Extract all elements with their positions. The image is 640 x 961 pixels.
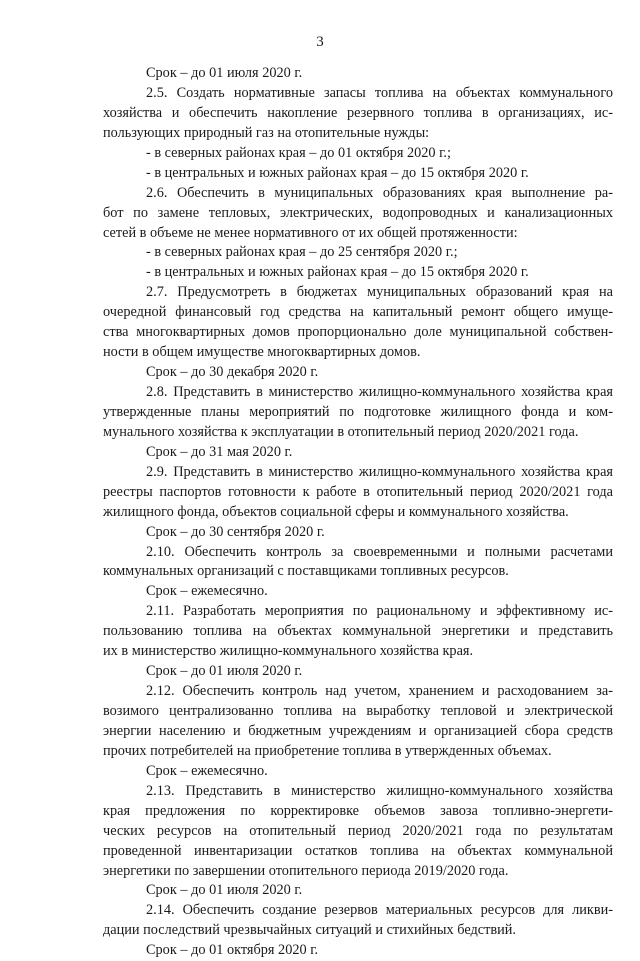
text-line: ности в общем имуществе многоквартирных домов.: [103, 344, 421, 361]
text-line: Срок – ежемесячно.: [146, 583, 268, 600]
text-line: дации последствий чрезвычайных ситуаций и стихийных бедствий.: [103, 922, 516, 939]
text-line: Срок – до 01 июля 2020 г.: [146, 663, 303, 680]
text-line: 2.8. Представить в министерство жилищно-коммунального хозяйства края: [146, 384, 613, 400]
text-line: ческих ресурсов на отопительный период 2020/2021 года по результатам: [103, 822, 613, 839]
text-line: пользованию топлива на объектах коммунальной энергетики и представить: [103, 623, 613, 640]
text-line: очередной финансовый год средства на капитальный ремонт общего имуще-: [103, 304, 613, 321]
text-line: сетей в объеме не менее нормативного от их общей протяженности:: [103, 224, 518, 241]
text-line: ства многоквартирных домов пропорционально доле муниципальной собствен-: [103, 324, 613, 341]
text-line: Срок – до 30 декабря 2020 г.: [146, 364, 319, 381]
text-line: пользующих природный газ на отопительные нужды:: [103, 124, 430, 141]
text-line: утвержденные планы мероприятий по подготовке жилищного фонда и ком-: [103, 403, 613, 420]
text-line: 2.14. Обеспечить создание резервов материальных ресурсов для ликви-: [146, 902, 613, 919]
text-line: жилищного фонда, объектов социальной сферы и коммунального хозяйства.: [103, 503, 569, 520]
text-line: - в северных районах края – до 01 октября 2020 г.;: [146, 144, 451, 161]
text-line: мунального хозяйства к эксплуатации в отопительный период 2020/2021 года.: [103, 423, 579, 440]
text-line: 2.12. Обеспечить контроль над учетом, хранением и расходованием за-: [146, 683, 613, 700]
text-line: прочих потребителей на приобретение топлива в утвержденных объемах.: [103, 742, 552, 759]
text-line: - в северных районах края – до 25 сентября 2020 г.;: [146, 244, 458, 261]
text-line: 2.5. Создать нормативные запасы топлива на объектах коммунального: [146, 84, 613, 101]
text-line: возимого централизованно топлива на выработку тепловой и электрической: [103, 703, 613, 719]
text-line: их в министерство жилищно-коммунального хозяйства края.: [103, 643, 474, 660]
text-line: бот по замене тепловых, электрических, водопроводных и канализационных: [103, 204, 613, 221]
text-line: Срок – до 30 сентября 2020 г.: [146, 523, 325, 540]
text-line: 2.10. Обеспечить контроль за своевременными и полными расчетами: [146, 543, 613, 560]
text-line: - в центральных и южных районах края – до 15 октября 2020 г.: [146, 164, 529, 181]
text-line: проведенной инвентаризации остатков топлива на объектах коммунальной: [103, 842, 613, 859]
text-line: 2.7. Предусмотреть в бюджетах муниципальных образований края на: [146, 284, 613, 301]
document-body: [103, 64, 613, 961]
text-line: энергетики по завершении отопительного периода 2019/2020 года.: [103, 862, 509, 879]
text-line: Срок – до 01 июля 2020 г.: [146, 882, 303, 899]
text-line: Срок – до 31 мая 2020 г.: [146, 443, 293, 460]
text-line: Срок – ежемесячно.: [146, 762, 268, 779]
text-line: коммунальных организаций с поставщиками топливных ресурсов.: [103, 563, 509, 580]
text-line: 2.11. Разработать мероприятия по рациональному и эффективному ис-: [146, 603, 613, 620]
text-line: 2.9. Представить в министерство жилищно-коммунального хозяйства края: [146, 463, 613, 480]
text-line: Срок – до 01 июля 2020 г.: [146, 65, 303, 81]
text-line: энергии населению и бюджетным учреждениям и организацией сбора средств: [103, 722, 613, 739]
text-line: хозяйства и обеспечить накопление резервного топлива в организациях, ис-: [103, 104, 613, 121]
text-line: края предложения по корректировке объемов завоза топливно-энергети-: [103, 802, 613, 819]
text-line: Срок – до 01 октября 2020 г.: [146, 942, 319, 959]
page-number: 3: [316, 34, 324, 50]
text-line: 2.13. Представить в министерство жилищно-коммунального хозяйства: [146, 782, 613, 799]
text-line: - в центральных и южных районах края – до 15 октября 2020 г.: [146, 264, 529, 281]
text-line: реестры паспортов готовности к работе в отопительный период 2020/2021 года: [103, 483, 613, 500]
text-line: 2.6. Обеспечить в муниципальных образованиях края выполнение ра-: [146, 184, 613, 201]
